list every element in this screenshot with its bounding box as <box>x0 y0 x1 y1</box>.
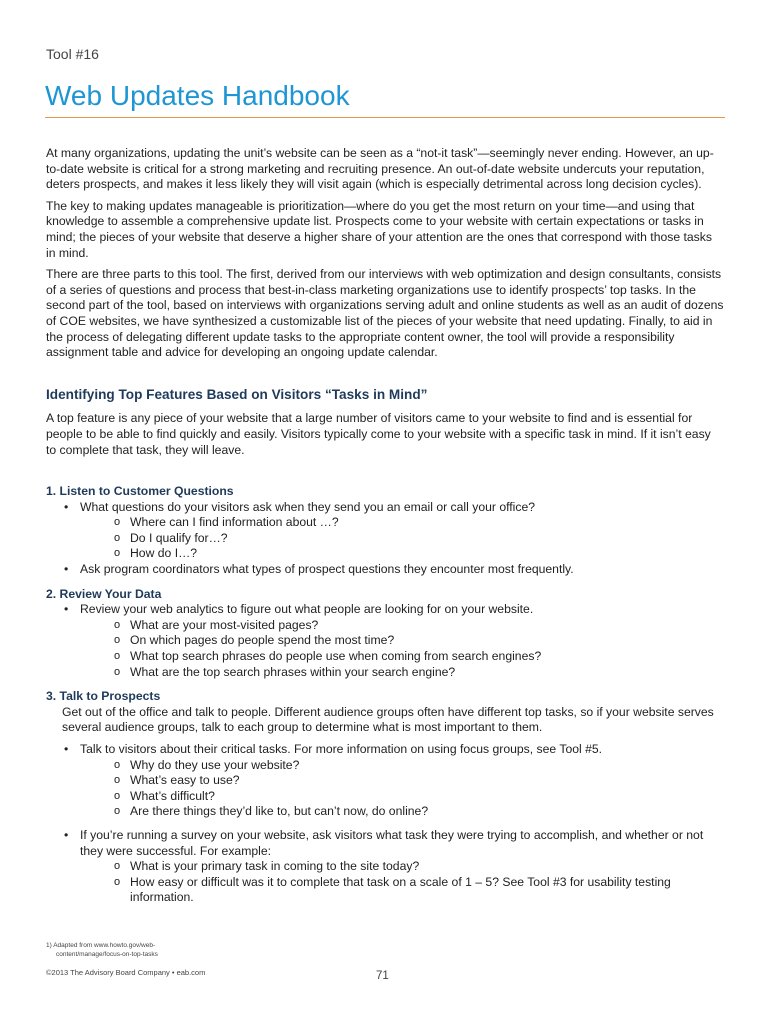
footnote <box>46 941 158 959</box>
section-heading: Identifying Top Features Based on Visitors “Tasks in Mind” <box>46 386 428 402</box>
page-title: Web Updates Handbook <box>45 80 350 111</box>
bullet-item <box>46 602 724 680</box>
footnote-line: content/manage/focus-on-top-tasks <box>56 951 158 958</box>
sub-bullet-item: o Do I qualify for…? <box>80 531 724 547</box>
bullet-item <box>46 828 724 906</box>
section-intro: A top feature is any piece of your website that a large number of visitors came to your website to find and is essential for people to be able to find quickly and easily. Visitors typically come to your website with a specific task in mind. If it isn’t easy to complete that task, they will leave. <box>46 411 711 457</box>
sub-bullets <box>80 758 724 820</box>
step-1-heading: 1. Listen to Customer Questions <box>46 484 234 499</box>
step-3 <box>46 689 724 906</box>
sub-bullet-item: o Are there things they’d like to, but can’t now, do online? <box>80 804 724 820</box>
step-3-heading: 3. Talk to Prospects <box>46 689 161 704</box>
step-3-text: Get out of the office and talk to people. Different audience groups often have different top tasks, so if your website serves several audience groups, talk to each group to determine what is most important to them. <box>62 704 714 735</box>
sub-bullets <box>80 618 724 680</box>
tool-label: Tool #16 <box>46 46 99 62</box>
sub-bullet-item: o On which pages do people spend the most time? <box>80 633 724 649</box>
sub-bullet-item: o How do I…? <box>80 546 724 562</box>
step-2 <box>46 587 724 681</box>
sub-bullet-item: o What’s difficult? <box>80 789 724 805</box>
document-body <box>46 146 724 915</box>
bullet-item: • Ask program coordinators what types of prospect questions they encounter most frequently. <box>46 562 724 578</box>
title-divider <box>45 117 725 118</box>
bullet-item <box>46 742 724 828</box>
sub-bullets <box>80 859 724 906</box>
sub-bullet-item: o Where can I find information about …? <box>80 515 724 531</box>
sub-bullet-item: o How easy or difficult was it to complete that task on a scale of 1 – 5? See Tool #3 for usability testing information. <box>80 875 724 906</box>
step-2-bullets <box>46 602 724 680</box>
bullet-text: If you’re running a survey on your website, ask visitors what task they were trying to accomplish, and whether or not they were successful. For example: <box>80 827 704 858</box>
bullet-text: Talk to visitors about their critical tasks. For more information on using focus groups, see Tool #5. <box>80 742 603 756</box>
spacer <box>80 820 724 828</box>
page-number: 71 <box>376 970 389 982</box>
intro-paragraph-1: At many organizations, updating the unit’s website can be seen as a “not-it task”—seemingly never ending. However, an up-to-date website is critical for a strong marketing and recruiting presence. An out-of-date website undercuts your reputation, deters prospects, and makes it less likely they will visit again (which is especially detrimental across long decision cycles). <box>46 146 714 192</box>
sub-bullet-item: o What are the top search phrases within your search engine? <box>80 665 724 681</box>
sub-bullet-item: o What is your primary task in coming to the site today? <box>80 859 724 875</box>
footer-copyright: ©2013 The Advisory Board Company • eab.com <box>46 968 206 977</box>
sub-bullets <box>80 515 724 562</box>
sub-bullet-item: o What’s easy to use? <box>80 773 724 789</box>
step-2-heading: 2. Review Your Data <box>46 586 162 601</box>
step-1 <box>46 484 724 578</box>
sub-bullet-item: o What top search phrases do people use when coming from search engines? <box>80 649 724 665</box>
intro-paragraph-3: There are three parts to this tool. The first, derived from our interviews with web optimization and design consultants, consists of a series of questions and process that best-in-class marketing organizations use to identify prospects’ top tasks. In the second part of the tool, based on interviews with organizations serving adult and online students as well as an audit of dozens of COE websites, we have synthesized a customizable list of the pieces of your website that need updating. Finally, to aid in the process of delegating different update tasks to the appropriate content owner, the tool will provide a responsibility assignment table and advice for developing an ongoing update calendar. <box>46 267 724 360</box>
step-3-bullets <box>46 742 724 906</box>
bullet-text: What questions do your visitors ask when they send you an email or call your office? <box>80 499 536 514</box>
sub-bullet-item: o Why do they use your website? <box>80 758 724 774</box>
step-1-bullets <box>46 500 724 578</box>
footnote-line: 1) Adapted from www.howto.gov/web- <box>46 942 156 949</box>
bullet-text: Review your web analytics to figure out what people are looking for on your website. <box>80 602 534 617</box>
sub-bullet-item: o What are your most-visited pages? <box>80 618 724 634</box>
intro-paragraph-2: The key to making updates manageable is prioritization—where do you get the most return on your time—and using that knowledge to assemble a comprehensive update list. Prospects come to your website with certain expectations or tasks in mind; the pieces of your website that deserve a higher share of your attention are the ones that correspond with those tasks in mind. <box>46 198 712 260</box>
bullet-item <box>46 500 724 562</box>
